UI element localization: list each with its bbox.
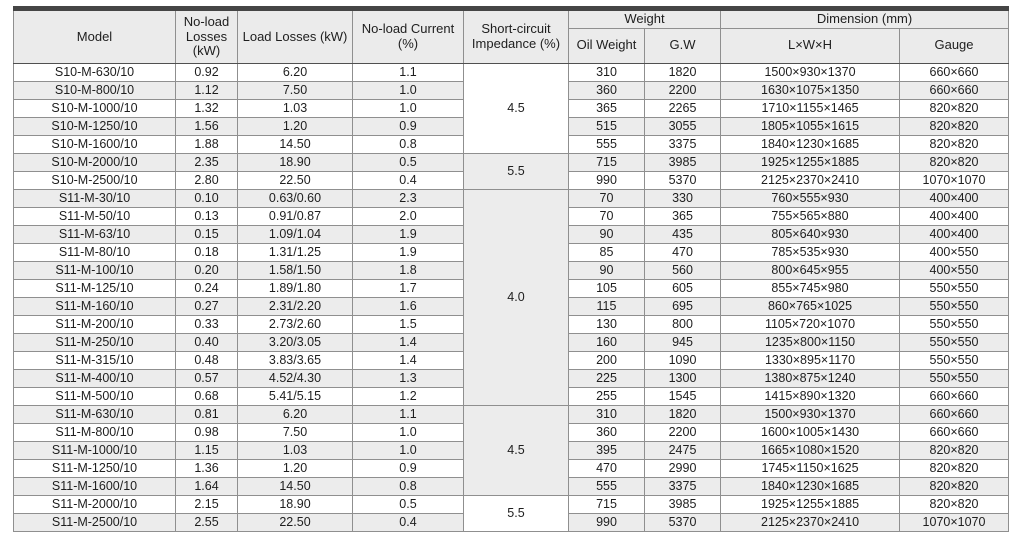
load-losses-cell: 18.90	[238, 153, 353, 171]
gw-cell: 605	[645, 279, 721, 297]
spec-table-container	[13, 6, 1008, 532]
model-cell: S11-M-30/10	[14, 189, 176, 207]
gauge-cell: 820×820	[900, 135, 1009, 153]
oil-weight-cell: 200	[569, 351, 645, 369]
dimension-lwh-cell: 755×565×880	[721, 207, 900, 225]
dimension-lwh-cell: 760×555×930	[721, 189, 900, 207]
oil-weight-cell: 990	[569, 513, 645, 531]
load-losses-cell: 5.41/5.15	[238, 387, 353, 405]
no-load-current-cell: 0.8	[353, 477, 464, 495]
no-load-current-cell: 1.0	[353, 99, 464, 117]
oil-weight-cell: 90	[569, 225, 645, 243]
short-circuit-impedance-cell: 4.0	[464, 189, 569, 405]
load-losses-cell: 1.58/1.50	[238, 261, 353, 279]
model-cell: S10-M-1250/10	[14, 117, 176, 135]
gw-cell: 2990	[645, 459, 721, 477]
load-losses-cell: 1.20	[238, 117, 353, 135]
load-losses-cell: 1.09/1.04	[238, 225, 353, 243]
no-load-losses-cell: 1.64	[176, 477, 238, 495]
no-load-losses-cell: 0.10	[176, 189, 238, 207]
header-load-losses: Load Losses (kW)	[238, 9, 353, 64]
no-load-current-cell: 0.8	[353, 135, 464, 153]
no-load-current-cell: 1.3	[353, 369, 464, 387]
load-losses-cell: 1.31/1.25	[238, 243, 353, 261]
dimension-lwh-cell: 1415×890×1320	[721, 387, 900, 405]
model-cell: S10-M-630/10	[14, 63, 176, 81]
oil-weight-cell: 130	[569, 315, 645, 333]
model-cell: S11-M-2500/10	[14, 513, 176, 531]
no-load-current-cell: 1.1	[353, 405, 464, 423]
gauge-cell: 660×660	[900, 63, 1009, 81]
gauge-cell: 400×400	[900, 225, 1009, 243]
oil-weight-cell: 225	[569, 369, 645, 387]
gw-cell: 1090	[645, 351, 721, 369]
dimension-lwh-cell: 785×535×930	[721, 243, 900, 261]
model-cell: S10-M-2000/10	[14, 153, 176, 171]
dimension-lwh-cell: 1925×1255×1885	[721, 495, 900, 513]
table-row	[14, 405, 1009, 423]
header-no-load-losses: No-load Losses (kW)	[176, 9, 238, 64]
gauge-cell: 660×660	[900, 387, 1009, 405]
no-load-losses-cell: 0.81	[176, 405, 238, 423]
gauge-cell: 550×550	[900, 315, 1009, 333]
model-cell: S11-M-800/10	[14, 423, 176, 441]
no-load-current-cell: 1.4	[353, 351, 464, 369]
model-cell: S11-M-1250/10	[14, 459, 176, 477]
gauge-cell: 400×400	[900, 207, 1009, 225]
dimension-lwh-cell: 1710×1155×1465	[721, 99, 900, 117]
gw-cell: 2475	[645, 441, 721, 459]
dimension-lwh-cell: 2125×2370×2410	[721, 171, 900, 189]
no-load-current-cell: 1.1	[353, 63, 464, 81]
dimension-lwh-cell: 1235×800×1150	[721, 333, 900, 351]
dimension-lwh-cell: 1330×895×1170	[721, 351, 900, 369]
dimension-lwh-cell: 2125×2370×2410	[721, 513, 900, 531]
gauge-cell: 550×550	[900, 333, 1009, 351]
no-load-losses-cell: 0.15	[176, 225, 238, 243]
load-losses-cell: 14.50	[238, 135, 353, 153]
load-losses-cell: 7.50	[238, 81, 353, 99]
model-cell: S11-M-2000/10	[14, 495, 176, 513]
gauge-cell: 550×550	[900, 369, 1009, 387]
gauge-cell: 400×550	[900, 243, 1009, 261]
load-losses-cell: 1.89/1.80	[238, 279, 353, 297]
load-losses-cell: 1.03	[238, 99, 353, 117]
gw-cell: 3375	[645, 477, 721, 495]
table-row	[14, 189, 1009, 207]
no-load-losses-cell: 1.32	[176, 99, 238, 117]
transformer-spec-table	[13, 6, 1009, 532]
oil-weight-cell: 470	[569, 459, 645, 477]
load-losses-cell: 6.20	[238, 63, 353, 81]
no-load-losses-cell: 0.20	[176, 261, 238, 279]
no-load-current-cell: 1.9	[353, 243, 464, 261]
no-load-current-cell: 0.4	[353, 171, 464, 189]
load-losses-cell: 1.03	[238, 441, 353, 459]
load-losses-cell: 1.20	[238, 459, 353, 477]
gauge-cell: 820×820	[900, 117, 1009, 135]
no-load-losses-cell: 0.92	[176, 63, 238, 81]
model-cell: S11-M-1600/10	[14, 477, 176, 495]
no-load-losses-cell: 0.48	[176, 351, 238, 369]
gauge-cell: 1070×1070	[900, 171, 1009, 189]
short-circuit-impedance-cell: 4.5	[464, 405, 569, 495]
model-cell: S11-M-200/10	[14, 315, 176, 333]
gw-cell: 1300	[645, 369, 721, 387]
gauge-cell: 820×820	[900, 495, 1009, 513]
dimension-lwh-cell: 805×640×930	[721, 225, 900, 243]
gauge-cell: 660×660	[900, 405, 1009, 423]
dimension-lwh-cell: 1500×930×1370	[721, 405, 900, 423]
gw-cell: 2200	[645, 423, 721, 441]
no-load-current-cell: 1.5	[353, 315, 464, 333]
load-losses-cell: 0.63/0.60	[238, 189, 353, 207]
no-load-current-cell: 0.5	[353, 153, 464, 171]
short-circuit-impedance-cell: 5.5	[464, 153, 569, 189]
no-load-losses-cell: 0.13	[176, 207, 238, 225]
oil-weight-cell: 70	[569, 207, 645, 225]
gw-cell: 330	[645, 189, 721, 207]
no-load-current-cell: 1.0	[353, 423, 464, 441]
gw-cell: 1820	[645, 405, 721, 423]
no-load-current-cell: 1.0	[353, 81, 464, 99]
dimension-lwh-cell: 1840×1230×1685	[721, 477, 900, 495]
gw-cell: 3985	[645, 495, 721, 513]
oil-weight-cell: 555	[569, 135, 645, 153]
no-load-losses-cell: 2.80	[176, 171, 238, 189]
dimension-lwh-cell: 855×745×980	[721, 279, 900, 297]
load-losses-cell: 2.31/2.20	[238, 297, 353, 315]
oil-weight-cell: 515	[569, 117, 645, 135]
no-load-current-cell: 2.0	[353, 207, 464, 225]
gw-cell: 695	[645, 297, 721, 315]
model-cell: S11-M-100/10	[14, 261, 176, 279]
no-load-current-cell: 1.2	[353, 387, 464, 405]
model-cell: S10-M-1000/10	[14, 99, 176, 117]
header-short-circuit-impedance: Short-circuit Impedance (%)	[464, 9, 569, 64]
model-cell: S11-M-315/10	[14, 351, 176, 369]
table-body	[14, 63, 1009, 531]
dimension-lwh-cell: 1380×875×1240	[721, 369, 900, 387]
oil-weight-cell: 85	[569, 243, 645, 261]
model-cell: S11-M-125/10	[14, 279, 176, 297]
oil-weight-cell: 310	[569, 405, 645, 423]
gw-cell: 2200	[645, 81, 721, 99]
no-load-losses-cell: 0.18	[176, 243, 238, 261]
header-gw: G.W	[645, 28, 721, 63]
load-losses-cell: 4.52/4.30	[238, 369, 353, 387]
load-losses-cell: 22.50	[238, 171, 353, 189]
oil-weight-cell: 715	[569, 495, 645, 513]
gauge-cell: 660×660	[900, 81, 1009, 99]
no-load-current-cell: 0.9	[353, 459, 464, 477]
dimension-lwh-cell: 1925×1255×1885	[721, 153, 900, 171]
gw-cell: 800	[645, 315, 721, 333]
no-load-losses-cell: 1.15	[176, 441, 238, 459]
no-load-losses-cell: 2.55	[176, 513, 238, 531]
gauge-cell: 550×550	[900, 351, 1009, 369]
gw-cell: 470	[645, 243, 721, 261]
no-load-losses-cell: 1.36	[176, 459, 238, 477]
no-load-losses-cell: 2.15	[176, 495, 238, 513]
no-load-current-cell: 1.6	[353, 297, 464, 315]
gauge-cell: 820×820	[900, 441, 1009, 459]
dimension-lwh-cell: 1665×1080×1520	[721, 441, 900, 459]
gw-cell: 5370	[645, 513, 721, 531]
no-load-current-cell: 1.4	[353, 333, 464, 351]
no-load-losses-cell: 0.33	[176, 315, 238, 333]
short-circuit-impedance-cell: 5.5	[464, 495, 569, 531]
load-losses-cell: 14.50	[238, 477, 353, 495]
no-load-losses-cell: 0.40	[176, 333, 238, 351]
model-cell: S11-M-50/10	[14, 207, 176, 225]
load-losses-cell: 3.83/3.65	[238, 351, 353, 369]
model-cell: S11-M-630/10	[14, 405, 176, 423]
dimension-lwh-cell: 800×645×955	[721, 261, 900, 279]
header-group-row	[14, 9, 1009, 29]
model-cell: S10-M-800/10	[14, 81, 176, 99]
oil-weight-cell: 715	[569, 153, 645, 171]
header-dimension-group: Dimension (mm)	[721, 9, 1009, 29]
gw-cell: 3375	[645, 135, 721, 153]
table-row	[14, 153, 1009, 171]
no-load-losses-cell: 1.88	[176, 135, 238, 153]
gw-cell: 1545	[645, 387, 721, 405]
header-lwh: L×W×H	[721, 28, 900, 63]
load-losses-cell: 7.50	[238, 423, 353, 441]
gw-cell: 945	[645, 333, 721, 351]
header-oil-weight: Oil Weight	[569, 28, 645, 63]
dimension-lwh-cell: 1840×1230×1685	[721, 135, 900, 153]
dimension-lwh-cell: 1600×1005×1430	[721, 423, 900, 441]
no-load-losses-cell: 0.24	[176, 279, 238, 297]
no-load-current-cell: 1.9	[353, 225, 464, 243]
dimension-lwh-cell: 860×765×1025	[721, 297, 900, 315]
dimension-lwh-cell: 1500×930×1370	[721, 63, 900, 81]
no-load-losses-cell: 1.56	[176, 117, 238, 135]
no-load-current-cell: 0.4	[353, 513, 464, 531]
no-load-losses-cell: 0.68	[176, 387, 238, 405]
table-row	[14, 63, 1009, 81]
oil-weight-cell: 360	[569, 81, 645, 99]
gauge-cell: 550×550	[900, 279, 1009, 297]
load-losses-cell: 18.90	[238, 495, 353, 513]
oil-weight-cell: 365	[569, 99, 645, 117]
header-weight-group: Weight	[569, 9, 721, 29]
no-load-losses-cell: 0.27	[176, 297, 238, 315]
gw-cell: 5370	[645, 171, 721, 189]
dimension-lwh-cell: 1105×720×1070	[721, 315, 900, 333]
gauge-cell: 660×660	[900, 423, 1009, 441]
no-load-losses-cell: 2.35	[176, 153, 238, 171]
oil-weight-cell: 160	[569, 333, 645, 351]
model-cell: S11-M-400/10	[14, 369, 176, 387]
table-row	[14, 495, 1009, 513]
dimension-lwh-cell: 1805×1055×1615	[721, 117, 900, 135]
oil-weight-cell: 90	[569, 261, 645, 279]
header-gauge: Gauge	[900, 28, 1009, 63]
gauge-cell: 820×820	[900, 153, 1009, 171]
gauge-cell: 400×400	[900, 189, 1009, 207]
model-cell: S11-M-160/10	[14, 297, 176, 315]
no-load-current-cell: 0.9	[353, 117, 464, 135]
no-load-current-cell: 0.5	[353, 495, 464, 513]
no-load-current-cell: 1.8	[353, 261, 464, 279]
gauge-cell: 820×820	[900, 477, 1009, 495]
gauge-cell: 1070×1070	[900, 513, 1009, 531]
load-losses-cell: 22.50	[238, 513, 353, 531]
load-losses-cell: 0.91/0.87	[238, 207, 353, 225]
oil-weight-cell: 255	[569, 387, 645, 405]
gauge-cell: 820×820	[900, 459, 1009, 477]
model-cell: S11-M-80/10	[14, 243, 176, 261]
oil-weight-cell: 555	[569, 477, 645, 495]
oil-weight-cell: 115	[569, 297, 645, 315]
gauge-cell: 550×550	[900, 297, 1009, 315]
model-cell: S10-M-2500/10	[14, 171, 176, 189]
table-header	[14, 9, 1009, 64]
gauge-cell: 820×820	[900, 99, 1009, 117]
model-cell: S11-M-1000/10	[14, 441, 176, 459]
gw-cell: 1820	[645, 63, 721, 81]
gw-cell: 2265	[645, 99, 721, 117]
oil-weight-cell: 105	[569, 279, 645, 297]
short-circuit-impedance-cell: 4.5	[464, 63, 569, 153]
gauge-cell: 400×550	[900, 261, 1009, 279]
dimension-lwh-cell: 1630×1075×1350	[721, 81, 900, 99]
oil-weight-cell: 395	[569, 441, 645, 459]
model-cell: S11-M-63/10	[14, 225, 176, 243]
no-load-losses-cell: 0.98	[176, 423, 238, 441]
gw-cell: 435	[645, 225, 721, 243]
no-load-current-cell: 1.0	[353, 441, 464, 459]
model-cell: S11-M-250/10	[14, 333, 176, 351]
dimension-lwh-cell: 1745×1150×1625	[721, 459, 900, 477]
header-model: Model	[14, 9, 176, 64]
model-cell: S11-M-500/10	[14, 387, 176, 405]
gw-cell: 365	[645, 207, 721, 225]
gw-cell: 560	[645, 261, 721, 279]
no-load-current-cell: 2.3	[353, 189, 464, 207]
header-no-load-current: No-load Current (%)	[353, 9, 464, 64]
model-cell: S10-M-1600/10	[14, 135, 176, 153]
load-losses-cell: 6.20	[238, 405, 353, 423]
no-load-losses-cell: 1.12	[176, 81, 238, 99]
load-losses-cell: 3.20/3.05	[238, 333, 353, 351]
no-load-losses-cell: 0.57	[176, 369, 238, 387]
oil-weight-cell: 990	[569, 171, 645, 189]
oil-weight-cell: 70	[569, 189, 645, 207]
load-losses-cell: 2.73/2.60	[238, 315, 353, 333]
gw-cell: 3055	[645, 117, 721, 135]
oil-weight-cell: 310	[569, 63, 645, 81]
gw-cell: 3985	[645, 153, 721, 171]
no-load-current-cell: 1.7	[353, 279, 464, 297]
oil-weight-cell: 360	[569, 423, 645, 441]
